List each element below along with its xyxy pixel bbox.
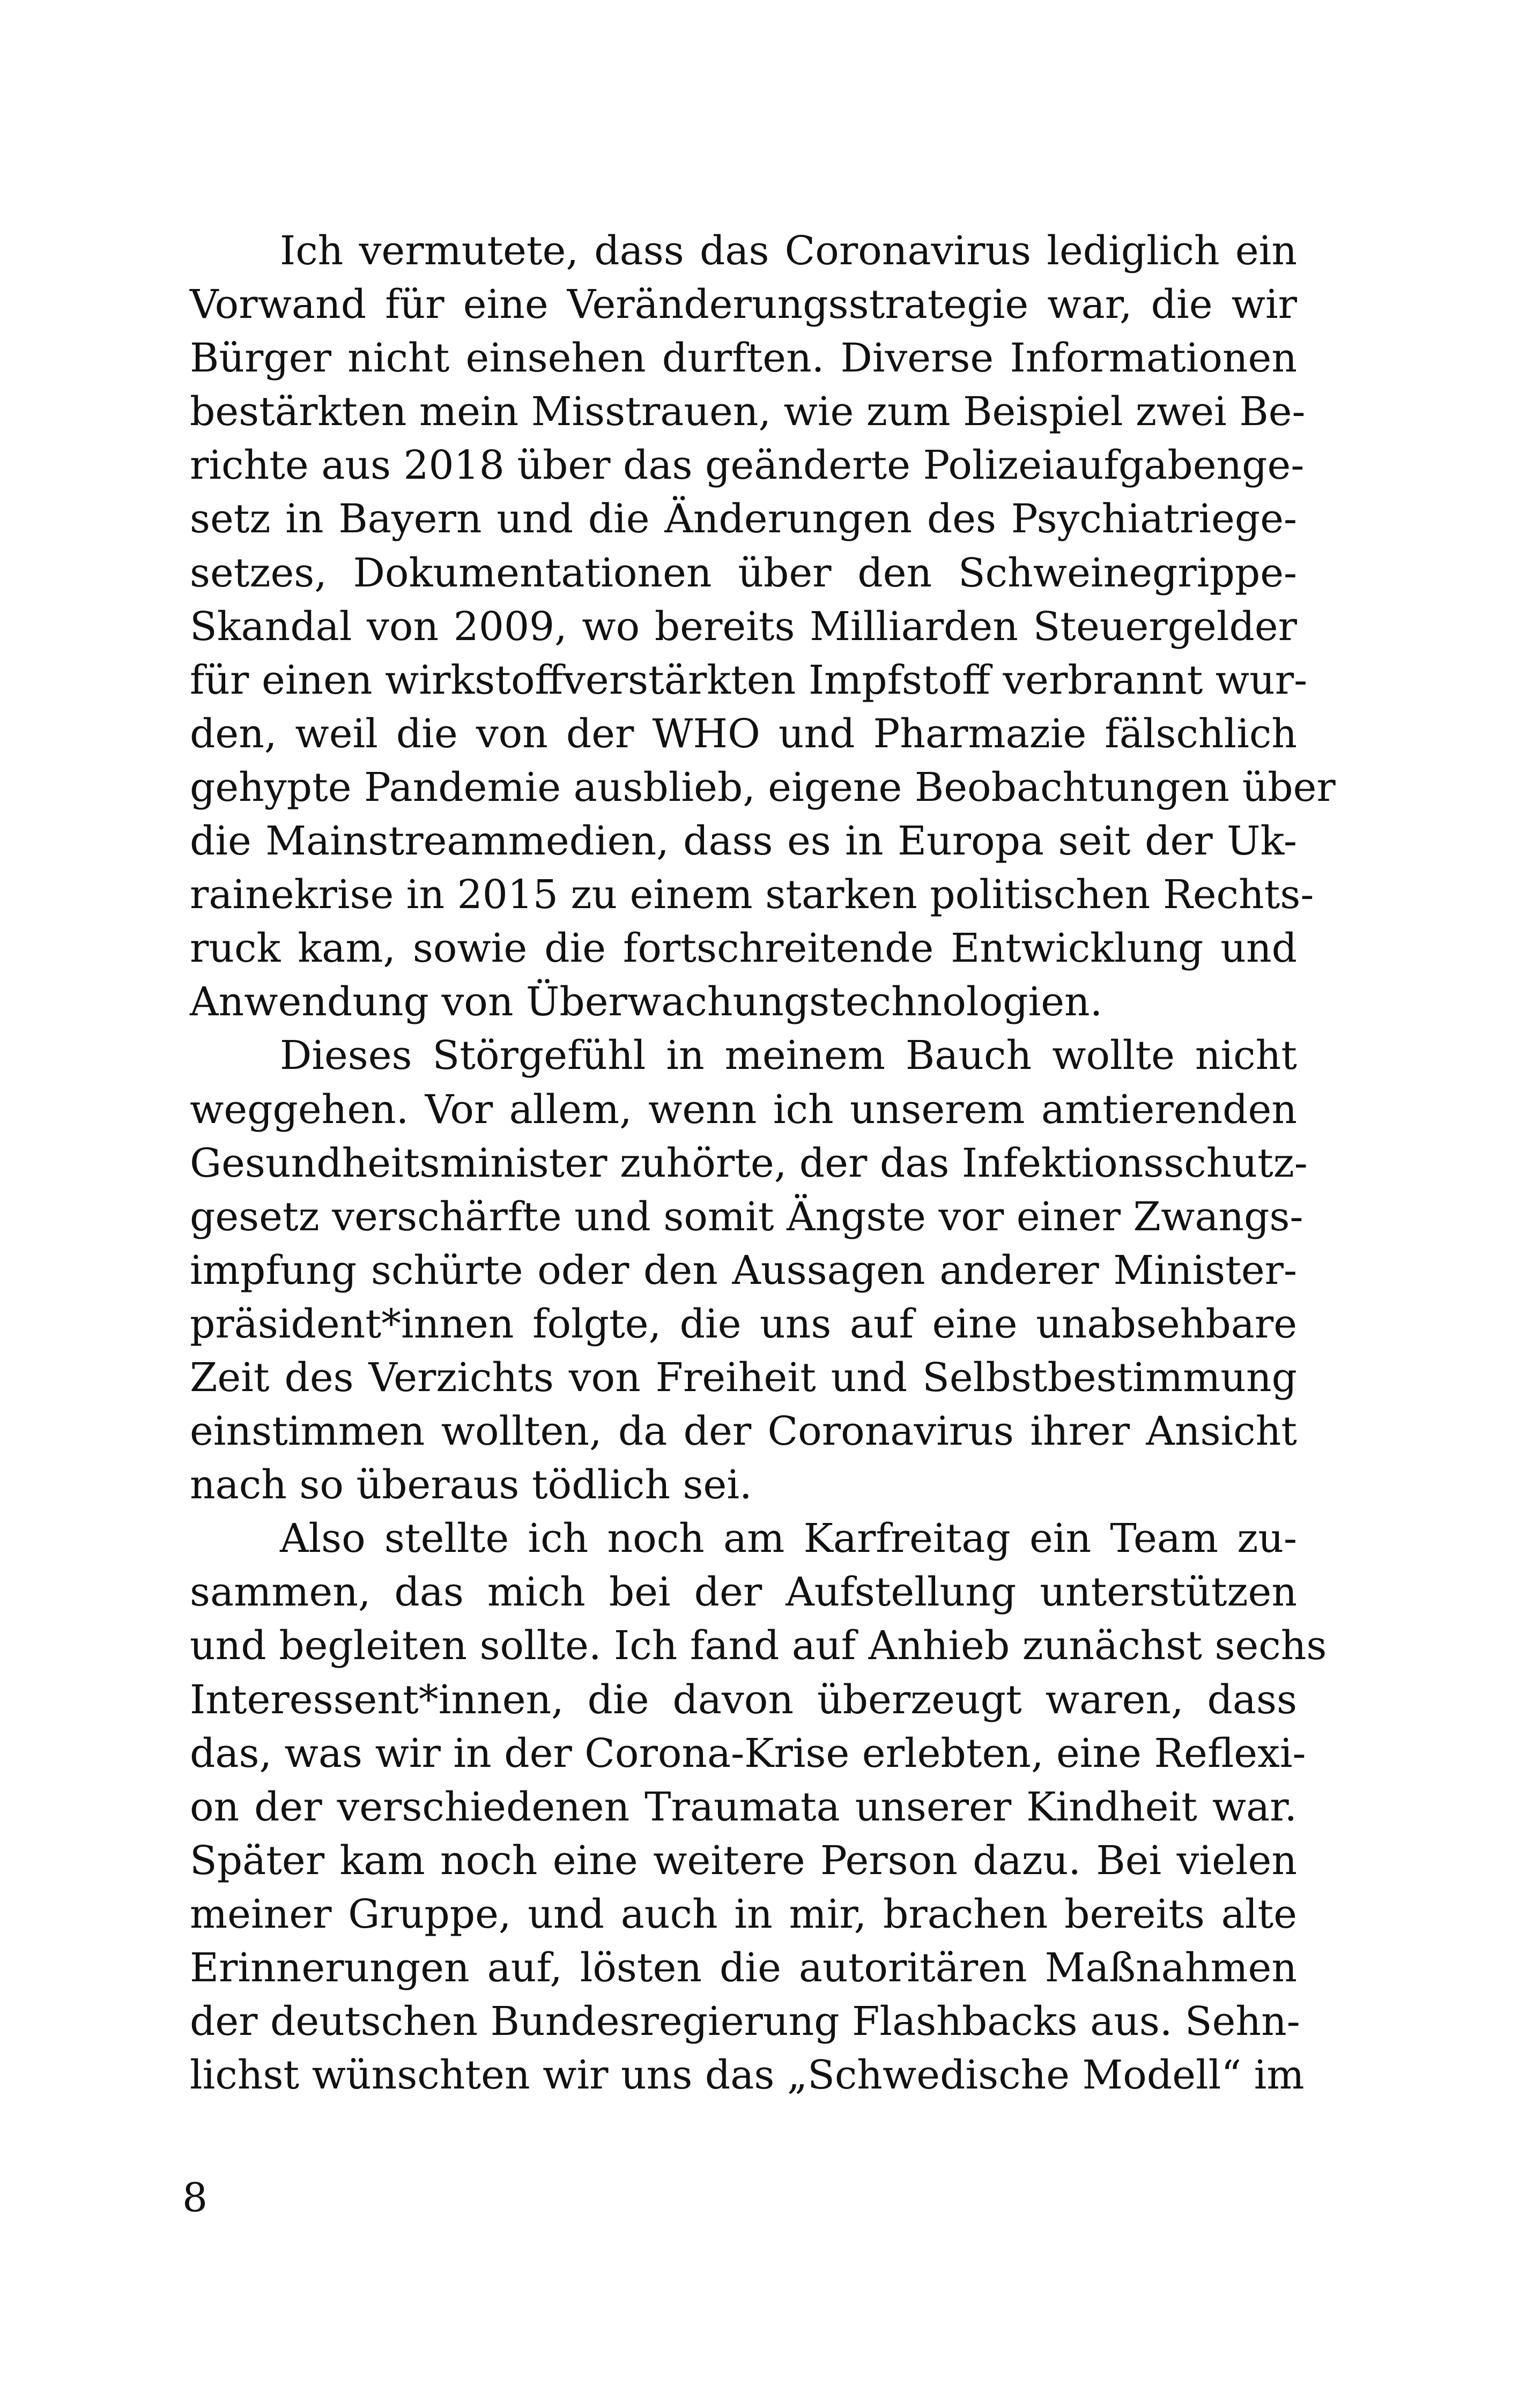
text-line: Bürger nicht einsehen durften. Diverse Informationen [190,335,1297,382]
text-line: nach so überaus tödlich sei. [190,1462,752,1508]
text-line: das, was wir in der Corona-Krise erlebten, eine Reflexi- [190,1730,1306,1777]
text-line: Ich vermutete, dass das Coronavirus lediglich ein [280,228,1297,274]
text-line: on der verschiedenen Traumata unserer Kindheit war. [190,1783,1297,1830]
text-line: den, weil die von der WHO und Pharmazie fälschlich [190,710,1297,757]
text-line: lichst wünschten wir uns das „Schwedische Modell“ im [190,2052,1305,2099]
paragraph [190,1029,1308,1512]
text-line: meiner Gruppe, und auch in mir, brachen bereits alte [190,1891,1297,1937]
text-line: richte aus 2018 über das geänderte Polizeiaufgabenge- [190,442,1305,489]
paragraph [190,224,1336,1029]
text-line: Erinnerungen auf, lösten die autoritären Maßnahmen [190,1945,1297,1991]
text-line: Anwendung von Überwachungstechnologien. [190,979,1103,1025]
text-line: Skandal von 2009, wo bereits Milliarden Steuergelder [190,603,1297,650]
text-line: der deutschen Bundesregierung Flashbacks aus. Sehn- [190,1998,1300,2045]
text-line: Vorwand für eine Veränderungsstrategie war, die wir [190,281,1297,328]
text-line: Später kam noch eine weitere Person dazu. Bei vielen [190,1837,1297,1884]
text-line: Gesundheitsminister zuhörte, der das Infektionsschutz- [190,1140,1308,1186]
text-line: setz in Bayern und die Änderungen des Psychiatriege- [190,496,1297,542]
text-line: und begleiten sollte. Ich fand auf Anhieb zunächst sechs [190,1623,1327,1669]
text-line: präsident*innen folgte, die uns auf eine unabsehbare [190,1300,1297,1347]
page-number: 8 [182,2175,208,2221]
text-line: setzes, Dokumentationen über den Schweinegrippe- [190,549,1297,596]
text-line: sammen, das mich bei der Aufstellung unterstützen [190,1569,1297,1616]
paragraph [190,1512,1327,2102]
text-line: rainekrise in 2015 zu einem starken politischen Rechts- [190,872,1314,918]
text-line: einstimmen wollten, da der Coronavirus ihrer Ansicht [190,1408,1297,1455]
text-line: impfung schürte oder den Aussagen anderer Minister- [190,1247,1297,1294]
text-line: Zeit des Verzichts von Freiheit und Selbstbestimmung [190,1354,1297,1401]
text-line: gesetz verschärfte und somit Ängste vor einer Zwangs- [190,1193,1303,1240]
text-line: Interessent*innen, die davon überzeugt waren, dass [190,1676,1297,1723]
body-text [190,224,1336,2102]
text-line: gehypte Pandemie ausblieb, eigene Beobachtungen über [190,764,1336,811]
text-line: für einen wirkstoffverstärkten Impfstoff verbrannt wur- [190,657,1308,703]
text-line: Also stellte ich noch am Karfreitag ein Team zu- [280,1515,1297,1562]
text-line: weggehen. Vor allem, wenn ich unserem amtierenden [190,1086,1297,1133]
text-line: die Mainstreammedien, dass es in Europa seit der Uk- [190,818,1297,865]
text-line: ruck kam, sowie die fortschreitende Entwicklung und [190,925,1297,972]
text-line: Dieses Störgefühl in meinem Bauch wollte nicht [280,1032,1297,1079]
text-line: bestärkten mein Misstrauen, wie zum Beispiel zwei Be- [190,389,1306,435]
